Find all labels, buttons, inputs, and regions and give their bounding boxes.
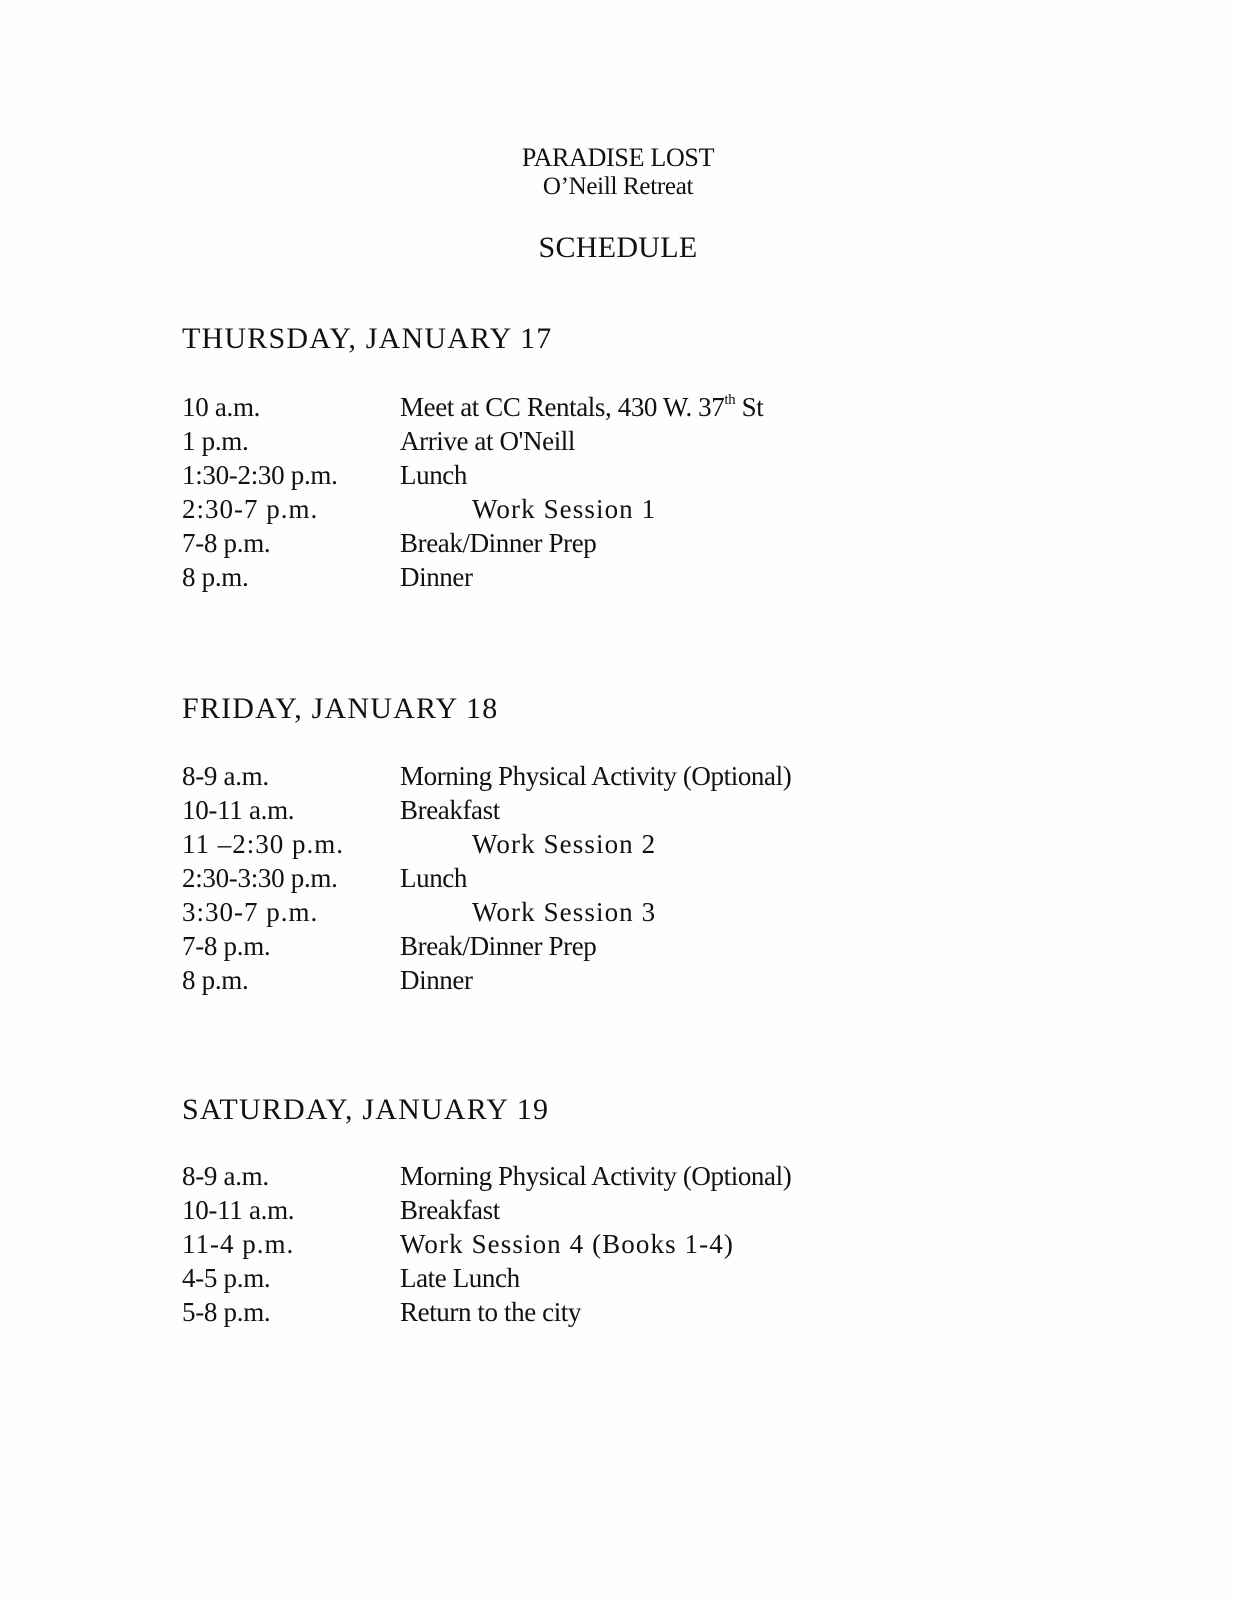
schedule-row bbox=[182, 1297, 1082, 1331]
document-title: PARADISE LOST bbox=[521, 143, 715, 172]
row-time: 8-9 a.m. bbox=[182, 761, 269, 791]
row-time: 2:30-7 p.m. bbox=[182, 494, 319, 524]
schedule-row bbox=[182, 562, 1082, 596]
ordinal-suffix: th bbox=[724, 392, 736, 408]
schedule-row bbox=[182, 392, 1082, 426]
schedule-row bbox=[182, 897, 1082, 931]
day-heading-saturday: SATURDAY, JANUARY 19 bbox=[182, 1093, 550, 1126]
row-event: Lunch bbox=[400, 460, 467, 490]
row-event: Work Session 1 bbox=[472, 494, 657, 524]
schedule-row bbox=[182, 528, 1082, 562]
day-heading-friday: FRIDAY, JANUARY 18 bbox=[182, 692, 499, 725]
row-event: Arrive at O'Neill bbox=[400, 426, 576, 456]
row-event: Lunch bbox=[400, 863, 467, 893]
row-event-tail: St bbox=[735, 392, 764, 422]
row-time: 7-8 p.m. bbox=[182, 931, 271, 961]
row-event bbox=[400, 392, 763, 423]
row-event: Breakfast bbox=[400, 1195, 500, 1225]
row-time: 10-11 a.m. bbox=[182, 1195, 295, 1225]
row-event: Dinner bbox=[400, 965, 473, 995]
row-time: 1:30-2:30 p.m. bbox=[182, 460, 338, 490]
row-time: 8 p.m. bbox=[182, 965, 249, 995]
row-time: 8 p.m. bbox=[182, 562, 249, 592]
row-time: 7-8 p.m. bbox=[182, 528, 271, 558]
row-time: 1 p.m. bbox=[182, 426, 249, 456]
row-time: 4-5 p.m. bbox=[182, 1263, 271, 1293]
day-heading-thursday: THURSDAY, JANUARY 17 bbox=[182, 322, 553, 355]
row-event-text: Meet at CC Rentals, 430 W. 37 bbox=[400, 392, 725, 422]
row-event: Break/Dinner Prep bbox=[400, 931, 597, 961]
schedule-row bbox=[182, 829, 1082, 863]
schedule-row bbox=[182, 460, 1082, 494]
row-time: 3:30-7 p.m. bbox=[182, 897, 319, 927]
row-event: Work Session 4 (Books 1-4) bbox=[400, 1229, 734, 1259]
document-subtitle: O’Neill Retreat bbox=[542, 173, 694, 200]
schedule-row bbox=[182, 426, 1082, 460]
schedule-row bbox=[182, 965, 1082, 999]
schedule-row bbox=[182, 863, 1082, 897]
row-event: Break/Dinner Prep bbox=[400, 528, 597, 558]
row-event: Morning Physical Activity (Optional) bbox=[400, 761, 792, 791]
row-event: Dinner bbox=[400, 562, 473, 592]
row-event: Morning Physical Activity (Optional) bbox=[400, 1161, 792, 1191]
schedule-row bbox=[182, 761, 1082, 795]
row-event: Work Session 3 bbox=[472, 897, 657, 927]
schedule-row bbox=[182, 1229, 1082, 1263]
row-time: 10 a.m. bbox=[182, 392, 261, 422]
schedule-heading: SCHEDULE bbox=[538, 231, 698, 264]
schedule-row bbox=[182, 1195, 1082, 1229]
schedule-row bbox=[182, 1161, 1082, 1195]
row-time: 2:30-3:30 p.m. bbox=[182, 863, 338, 893]
row-time: 8-9 a.m. bbox=[182, 1161, 269, 1191]
row-event: Return to the city bbox=[400, 1297, 582, 1327]
row-event: Late Lunch bbox=[400, 1263, 520, 1293]
row-time: 5-8 p.m. bbox=[182, 1297, 271, 1327]
row-time: 10-11 a.m. bbox=[182, 795, 295, 825]
row-time: 11 –2:30 p.m. bbox=[182, 829, 345, 859]
schedule-row bbox=[182, 795, 1082, 829]
schedule-row bbox=[182, 1263, 1082, 1297]
row-event: Breakfast bbox=[400, 795, 500, 825]
row-time: 11-4 p.m. bbox=[182, 1229, 295, 1259]
schedule-row bbox=[182, 931, 1082, 965]
row-event: Work Session 2 bbox=[472, 829, 657, 859]
schedule-row bbox=[182, 494, 1082, 528]
